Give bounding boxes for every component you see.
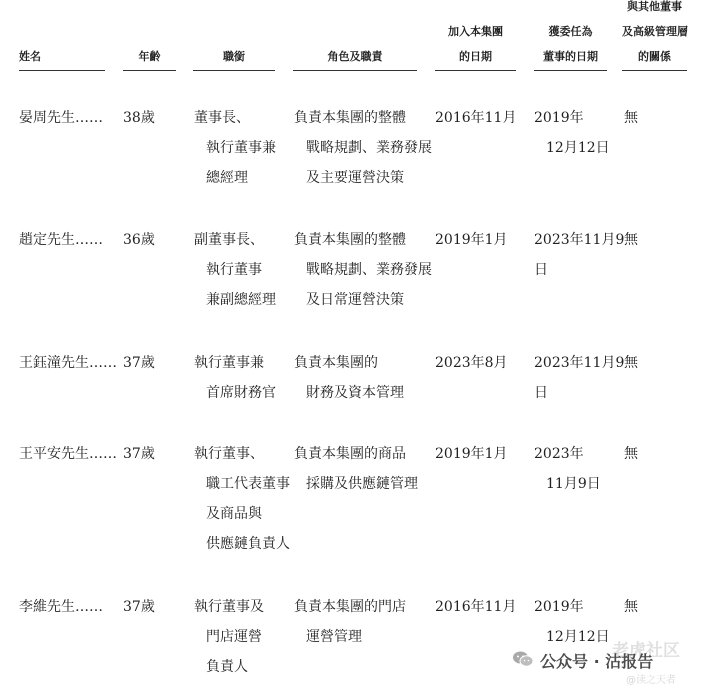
row-4-name: 王平安先生……	[19, 446, 117, 462]
row-2-title	[194, 225, 276, 315]
row-4-title-line: 職工代表董事	[206, 476, 290, 492]
row-1-role-line: 戰略規劃、業務發展	[306, 140, 432, 156]
row-3-appoint-line: 日	[534, 385, 548, 401]
header-appoint-line-1: 獲委任為	[548, 25, 593, 38]
header-join-date	[435, 19, 516, 71]
row-1-role-line: 及主要運營決策	[306, 170, 404, 186]
header-age	[123, 44, 176, 71]
row-2-age: 36歲	[123, 232, 155, 248]
row-1-appoint-date	[534, 103, 610, 163]
row-3-join-date: 2023年8月	[435, 355, 508, 371]
header-relation-line-3: 的關係	[638, 50, 671, 63]
row-4-appoint-line: 11月9日	[546, 476, 601, 492]
row-2-appoint-line: 2023年11月9	[534, 232, 625, 248]
watermark-primary: 公众号 · 沽报告	[540, 652, 654, 671]
header-relation-line-1: 與其他董事	[627, 0, 682, 13]
row-2-relation: 無	[624, 232, 638, 248]
row-2-appoint-date	[534, 225, 624, 285]
row-4-title-line: 及商品與	[206, 506, 262, 522]
header-role-text: 角色及職責	[327, 50, 383, 63]
row-5-appoint-line: 2019年	[534, 599, 584, 615]
row-3-name: 王鈺潼先生……	[19, 355, 117, 371]
row-5-name: 李維先生……	[19, 599, 103, 615]
row-5-relation: 無	[624, 599, 638, 615]
row-3-title-line: 執行董事兼	[194, 355, 264, 371]
wechat-icon	[512, 650, 534, 668]
row-1-title-line: 董事長、	[194, 110, 250, 126]
row-2-role	[294, 225, 432, 315]
row-3-appoint-date	[534, 348, 624, 408]
row-5-title	[194, 592, 264, 682]
row-3-title-line: 首席財務官	[206, 385, 276, 401]
header-name	[19, 44, 105, 71]
row-2-role-line: 負責本集團的整體	[294, 232, 406, 248]
row-2-role-line: 戰略規劃、業務發展	[306, 262, 432, 278]
row-2-appoint-line: 日	[534, 262, 548, 278]
header-relation-line-2: 及高級管理層	[622, 25, 688, 38]
row-3-title	[194, 348, 276, 408]
row-1-title	[194, 103, 276, 193]
row-3-appoint-line: 2023年11月9	[534, 355, 625, 371]
row-5-appoint-line: 12月12日	[546, 629, 610, 645]
header-name-text: 姓名	[19, 50, 41, 63]
row-3-role-line: 財務及資本管理	[306, 385, 404, 401]
row-2-title-line: 兼副總經理	[206, 292, 276, 308]
row-4-title-line: 執行董事、	[194, 446, 264, 462]
header-age-text: 年齡	[138, 50, 161, 63]
header-role	[293, 44, 417, 71]
row-5-appoint-date	[534, 592, 610, 652]
row-2-title-line: 執行董事	[206, 262, 262, 278]
header-join-line-1: 加入本集團	[448, 25, 503, 38]
row-4-title-line: 供應鏈負責人	[206, 536, 290, 552]
row-4-title	[194, 439, 290, 559]
header-appoint-line-2: 董事的日期	[543, 50, 598, 63]
row-4-appoint-line: 2023年	[534, 446, 584, 462]
row-1-role-line: 負責本集團的整體	[294, 110, 406, 126]
header-appoint-date	[534, 19, 607, 71]
header-join-line-2: 的日期	[459, 50, 492, 63]
watermark-small: @读之天者	[626, 675, 676, 686]
row-2-title-line: 副董事長、	[194, 232, 264, 248]
row-1-title-line: 總經理	[206, 170, 248, 186]
header-title	[193, 44, 275, 71]
header-title-text: 職銜	[223, 50, 245, 63]
row-4-relation: 無	[624, 446, 638, 462]
row-4-role-line: 採購及供應鏈管理	[306, 476, 418, 492]
watermark-secondary: 老虎社区	[612, 641, 680, 661]
row-4-join-date: 2019年1月	[435, 446, 508, 462]
row-5-join-date: 2016年11月	[435, 599, 517, 615]
header-relation	[622, 0, 687, 71]
row-5-role	[294, 592, 406, 652]
row-2-join-date: 2019年1月	[435, 232, 508, 248]
row-1-relation: 無	[624, 110, 638, 126]
row-5-role-line: 運營管理	[306, 629, 362, 645]
row-1-appoint-line: 12月12日	[546, 140, 610, 156]
row-4-age: 37歲	[123, 446, 155, 462]
row-5-age: 37歲	[123, 599, 155, 615]
row-4-role	[294, 439, 418, 499]
row-1-name: 晏周先生……	[19, 110, 103, 126]
row-5-role-line: 負責本集團的門店	[294, 599, 406, 615]
row-5-title-line: 執行董事及	[194, 599, 264, 615]
row-3-role	[294, 348, 404, 408]
row-1-join-date: 2016年11月	[435, 110, 517, 126]
row-2-name: 趙定先生……	[19, 232, 103, 248]
row-3-role-line: 負責本集團的	[294, 355, 378, 371]
row-1-role	[294, 103, 432, 193]
row-5-title-line: 門店運營	[206, 629, 262, 645]
row-4-role-line: 負責本集團的商品	[294, 446, 406, 462]
row-3-relation: 無	[624, 355, 638, 371]
row-5-title-line: 負責人	[206, 659, 248, 675]
row-2-role-line: 及日常運營決策	[306, 292, 404, 308]
row-3-age: 37歲	[123, 355, 155, 371]
row-1-appoint-line: 2019年	[534, 110, 584, 126]
row-4-appoint-date	[534, 439, 601, 499]
row-1-title-line: 執行董事兼	[206, 140, 276, 156]
row-1-age: 38歲	[123, 110, 155, 126]
